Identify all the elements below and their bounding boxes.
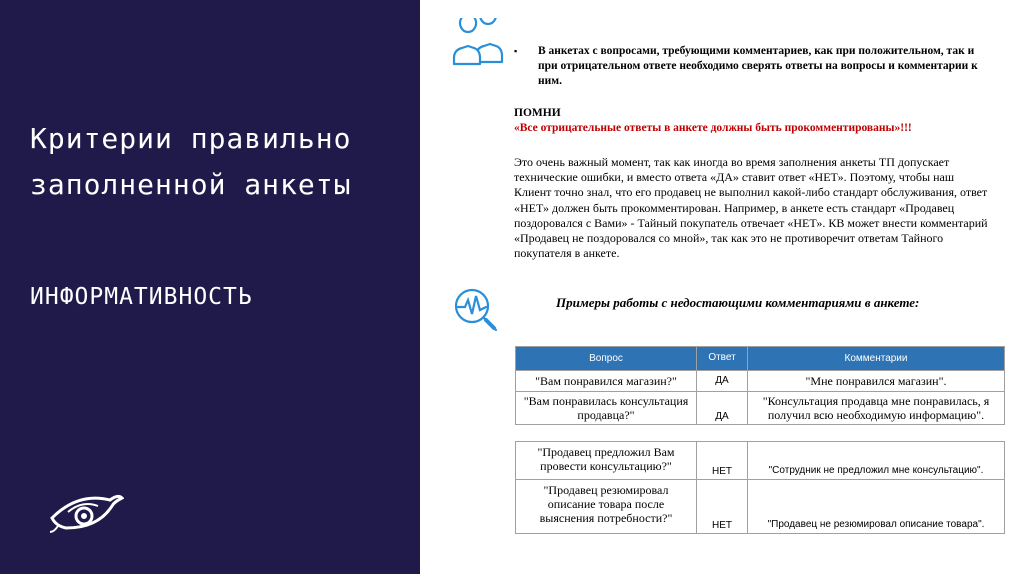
comment-cell: "Продавец не резюмировал описание товара".	[748, 480, 1005, 534]
comment-cell: "Сотрудник не предложил мне консультацию".	[748, 442, 1005, 480]
bullet-marker: ▪	[514, 46, 518, 56]
table-header-row	[516, 347, 1005, 371]
table-row	[516, 392, 1005, 425]
question-cell: "Продавец резюмировал описание товара после выяснения потребности?"	[516, 480, 697, 534]
remember-note	[514, 106, 994, 136]
remember-text: «Все отрицательные ответы в анкете должны быть прокомментированы»!!!	[514, 122, 912, 134]
answer-cell: ДА	[697, 392, 748, 425]
answer-cell: НЕТ	[697, 442, 748, 480]
bullet-text: В анкетах с вопросами, требующими комментариев, как при положительном, так и при отрицательном ответе необходимо сверять ответы на вопросы и комментарии к ним.	[538, 45, 978, 87]
slide-subtitle: ИНФОРМАТИВНОСТЬ	[30, 284, 253, 310]
question-cell: "Вам понравился магазин?"	[516, 371, 697, 392]
comment-cell: "Мне понравился магазин".	[748, 371, 1005, 392]
table-row	[516, 371, 1005, 392]
examples-table-negative	[515, 441, 1005, 534]
question-cell: "Вам понравилась консультация продавца?"	[516, 392, 697, 425]
question-cell: "Продавец предложил Вам провести консультацию?"	[516, 442, 697, 480]
header-comments: Комментарии	[748, 347, 1005, 371]
slide-title: Критерии правильно заполненной анкеты	[30, 122, 352, 201]
answer-cell: НЕТ	[697, 480, 748, 534]
bullet-item	[514, 44, 994, 89]
answer-cell: ДА	[697, 371, 748, 392]
table-row	[516, 442, 1005, 480]
examples-heading: Примеры работы с недостающими комментариями в анкете:	[556, 295, 920, 310]
left-panel	[0, 0, 420, 574]
header-answer: Ответ	[697, 347, 748, 371]
examples-table-positive	[515, 346, 1005, 425]
eye-logo	[48, 488, 124, 536]
chart-search-icon	[450, 286, 502, 334]
comment-cell: "Консультация продавца мне понравилась, я получил всю необходимую информацию".	[748, 392, 1005, 425]
people-icon	[452, 18, 504, 66]
explanation-paragraph: Это очень важный момент, так как иногда во время заполнения анкеты ТП допускает технические ошибки, и вместо ответа «ДА» ставит ответ «НЕТ». Поэтому, чтобы наш Клиент точно знал, что его продавец не выполнил какой-либо стандарт обслуживания, ответ «НЕТ» должен быть прокомментирован. Например, в анкете есть стандарт «Продавец поздоровался с Вами» - Тайный покупатель отвечает «НЕТ». КВ может внести комментарий «Продавец не поздоровался со мной», так как это не противоречит ответам Тайного покупателя в анкете.	[514, 155, 988, 261]
table-row	[516, 480, 1005, 534]
header-question: Вопрос	[516, 347, 697, 371]
remember-label: ПОМНИ	[514, 107, 561, 119]
